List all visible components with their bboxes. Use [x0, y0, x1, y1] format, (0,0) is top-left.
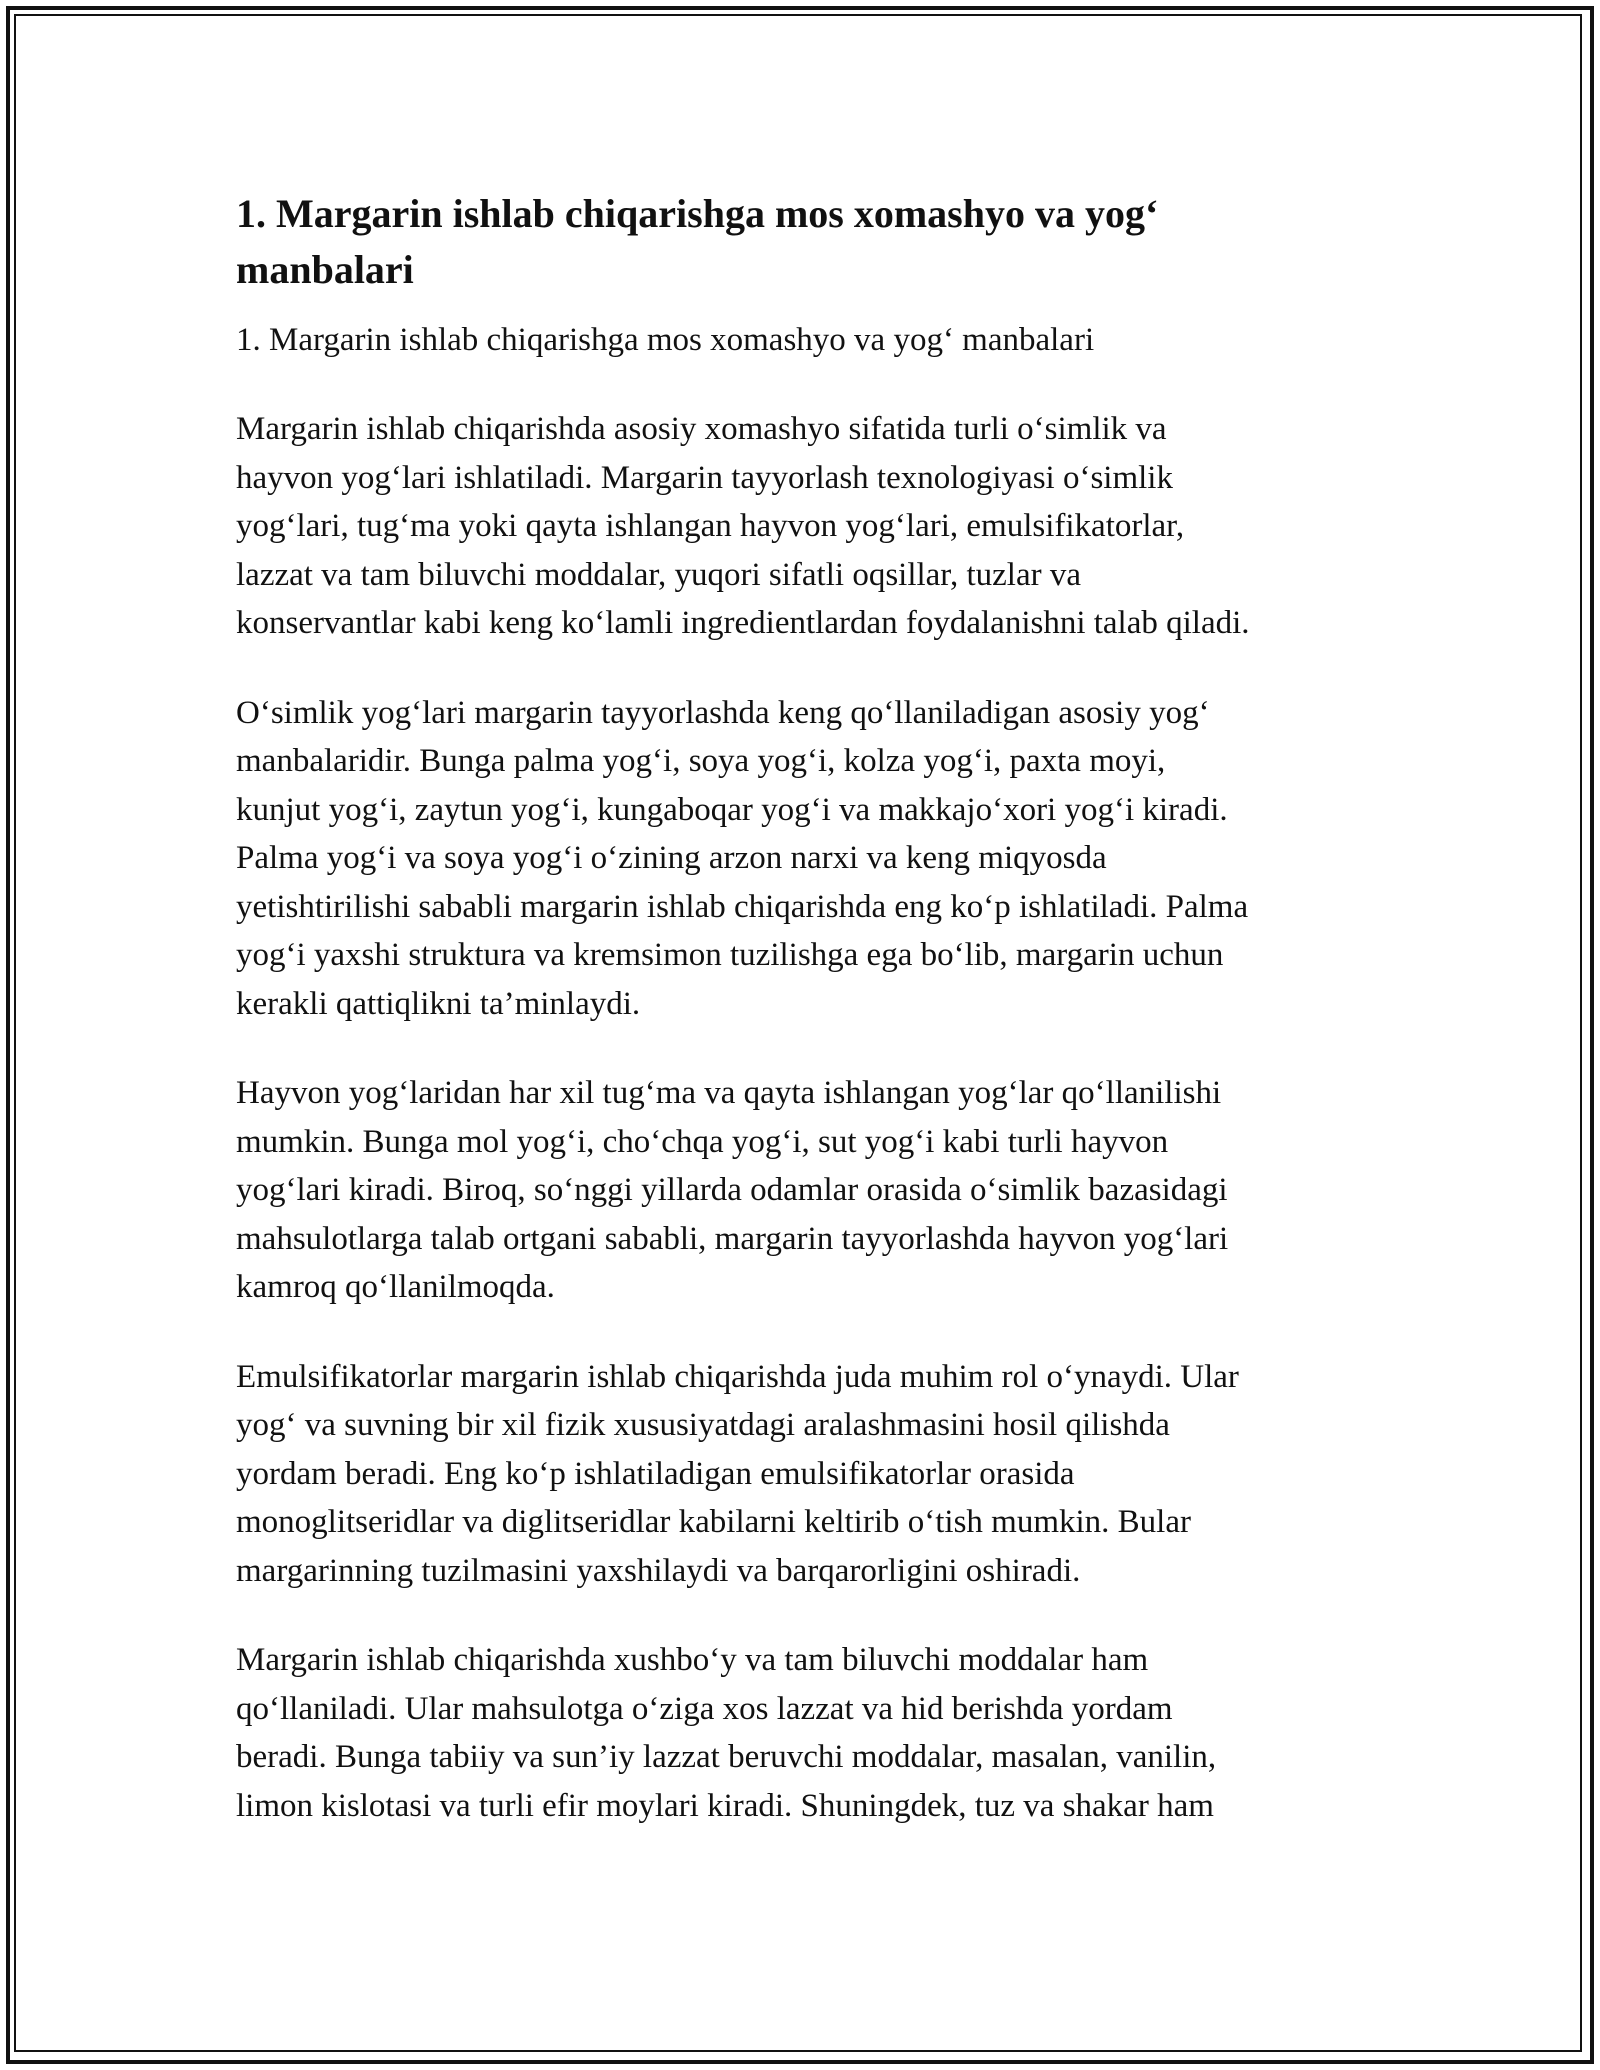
paragraph-line: O‘simlik yog‘lari margarin tayyorlashda keng qo‘llaniladigan asosiy yog‘ [236, 694, 1210, 731]
paragraph-line: margarinning tuzilmasini yaxshilaydi va barqarorligini oshiradi. [236, 1552, 1081, 1589]
paragraph-line: kunjut yog‘i, zaytun yog‘i, kungaboqar yog‘i va makkajo‘xori yog‘i kiradi. [236, 791, 1228, 828]
paragraph-line: kerakli qattiqlikni ta’minlaydi. [236, 985, 641, 1022]
paragraph-line: Margarin ishlab chiqarishda xushbo‘y va tam biluvchi moddalar ham [236, 1642, 1149, 1678]
paragraph-2 [236, 689, 1376, 1029]
paragraph-line: mumkin. Bunga mol yog‘i, cho‘chqa yog‘i, sut yog‘i kabi turli hayvon [236, 1123, 1169, 1160]
paragraph-line: lazzat va tam biluvchi moddalar, yuqori sifatli oqsillar, tuzlar va [236, 556, 1081, 593]
paragraph-line: konservantlar kabi keng ko‘lamli ingredientlardan foydalanishni talab qiladi. [236, 605, 1250, 641]
paragraph-line: yog‘ va suvning bir xil fizik xususiyatdagi aralashmasini hosil qilishda [236, 1407, 1170, 1443]
paragraph-line: yog‘i yaxshi struktura va kremsimon tuzilishga ega bo‘lib, margarin uchun [236, 937, 1224, 973]
heading-line: manbalari [236, 247, 414, 292]
paragraph-line: Emulsifikatorlar margarin ishlab chiqarishda juda muhim rol o‘ynaydi. Ular [236, 1358, 1239, 1395]
document-heading [236, 186, 1376, 298]
paragraph-line: Hayvon yog‘laridan har xil tug‘ma va qayta ishlangan yog‘lar qo‘llanilishi [236, 1075, 1222, 1111]
paragraph-line: Palma yog‘i va soya yog‘i o‘zining arzon narxi va keng miqyosda [236, 840, 1107, 876]
paragraph-line: yog‘lari kiradi. Biroq, so‘nggi yillarda odamlar orasida o‘simlik bazasidagi [236, 1172, 1228, 1208]
paragraph-line: monoglitseridlar va diglitseridlar kabilarni keltirib o‘tish mumkin. Bular [236, 1504, 1191, 1540]
heading-line: 1. Margarin ishlab chiqarishga mos xomashyo va yog‘ [236, 191, 1159, 236]
paragraph-line: Margarin ishlab chiqarishda asosiy xomashyo sifatida turli o‘simlik va [236, 411, 1167, 447]
paragraph-line: mahsulotlarga talab ortgani sababli, margarin tayyorlashda hayvon yog‘lari [236, 1220, 1229, 1257]
paragraph-5 [236, 1636, 1376, 1830]
paragraph-line: limon kislotasi va turli efir moylari kiradi. Shuningdek, tuz va shakar ham [236, 1787, 1214, 1824]
paragraph-line: beradi. Bunga tabiiy va sun’iy lazzat beruvchi moddalar, masalan, vanilin, [236, 1739, 1217, 1775]
paragraph-1 [236, 405, 1376, 648]
paragraph-line: yetishtirilishi sababli margarin ishlab chiqarishda eng ko‘p ishlatiladi. Palma [236, 888, 1249, 925]
paragraph-line: yog‘lari, tug‘ma yoki qayta ishlangan hayvon yog‘lari, emulsifikatorlar, [236, 508, 1185, 544]
paragraph-line: kamroq qo‘llanilmoqda. [236, 1269, 555, 1305]
paragraph-line: manbalaridir. Bunga palma yog‘i, soya yog‘i, kolza yog‘i, paxta moyi, [236, 743, 1166, 779]
paragraph-line: hayvon yog‘lari ishlatiladi. Margarin tayyorlash texnologiyasi o‘simlik [236, 459, 1173, 496]
document-body [236, 186, 1376, 1830]
paragraph-line: qo‘llaniladi. Ular mahsulotga o‘ziga xos lazzat va hid berishda yordam [236, 1690, 1173, 1727]
paragraph-3 [236, 1069, 1376, 1312]
paragraph-line: yordam beradi. Eng ko‘p ishlatiladigan emulsifikatorlar orasida [236, 1455, 1075, 1492]
paragraph-4 [236, 1353, 1376, 1596]
section-subheading: 1. Margarin ishlab chiqarishga mos xomashyo va yog‘ manbalari [236, 322, 1095, 358]
